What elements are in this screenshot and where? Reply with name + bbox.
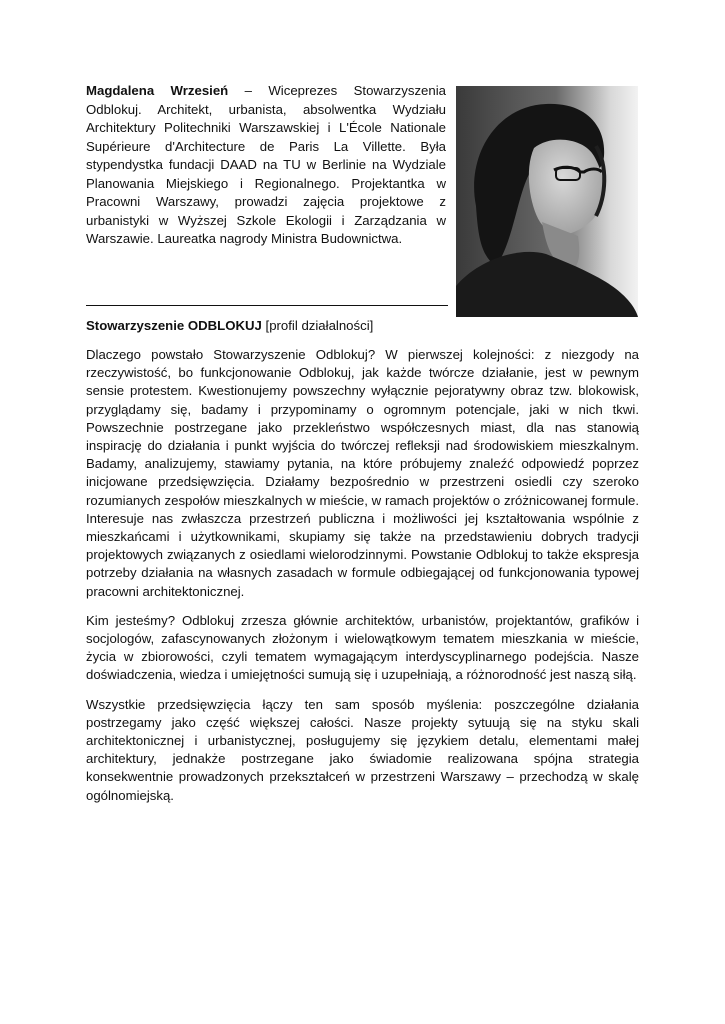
bio-name: Magdalena Wrzesień [86, 83, 229, 98]
bio-paragraph [86, 82, 446, 249]
section-title-bold: Stowarzyszenie ODBLOKUJ [86, 318, 262, 333]
portrait-photo [456, 86, 638, 317]
bio-text: – Wiceprezes Stowarzyszenia Odblokuj. Architekt, urbanista, absolwentka Wydziału Architektury Politechniki Warszawskiej i L'École Nationale Supérieure d'Architecture de Paris La Villette. Była stypendystka fundacji DAAD na TU w Berlinie na Wydziale Planowania Miejskiego i Regionalnego. Projektantka w Pracowni Warszawy, prowadzi zajęcia projektowe z urbanistyki w Wyższej Szkole Ekologii i Zarządzania w Warszawie. Laureatka nagrody Ministra Budownictwa. [86, 83, 446, 246]
paragraph-3: Wszystkie przedsięwzięcia łączy ten sam sposób myślenia: poszczególne działania postrzegamy jako część większej całości. Nasze projekty sytuują się na styku skali architektonicznej i urbanistycznej, posługujemy się językiem detalu, elementami małej architektury, jednakże postrzegane jako świadomie realizowana spójna strategia konsekwentnie prowadzonych przekształceń w przestrzeni Warszawy – przechodzą w skalę ogólnomiejską. [86, 696, 639, 803]
paragraph-2: Kim jesteśmy? Odblokuj zrzesza głównie architektów, urbanistów, projektantów, grafików i socjologów, zafascynowanych złożonym i wielowątkowym tematem mieszkania w mieście, życia w zbiorowości, czyli tematem wymagającym interdyscyplinarnego podejścia. Nasze doświadczenia, wiedza i umiejętności sumują się i uzupełniają, a różnorodność jest naszą siłą. [86, 612, 639, 683]
body-text [86, 346, 639, 816]
section-divider [86, 305, 448, 306]
paragraph-1: Dlaczego powstało Stowarzyszenie Odblokuj? W pierwszej kolejności: z niezgody na rzeczywistość, bo funkcjonowanie Odblokuj, jak każde twórcze działanie, jest w pewnym sensie protestem. Kwestionujemy powszechny wyłącznie pejoratywny obraz tzw. blokowisk, przyglądamy się, badamy i przypominamy o ogromnym potencjale, jaki w nich tkwi. Powszechnie postrzegane jako przekleństwo współczesnych miast, dla nas stanowią inspirację do działania i punkt wyjścia do twórczej refleksji nad środowiskiem mieszkalnym. Badamy, analizujemy, stawiamy pytania, na które próbujemy znaleźć odpowiedź poprzez inicjowane przedsięwzięcia. Działamy bezpośrednio w przestrzeni osiedli czy szeroko rozumianych zespołów mieszkalnych w mieście, w ramach projektów o zróżnicowanej formule. Interesuje nas zwłaszcza przestrzeń publiczna i możliwości jej kształtowania wspólnie z mieszkańcami i użytkownikami, skupiamy się także na przedstawieniu dobrych tradycji projektowych związanych z osiedlami wielorodzinnymi. Powstanie Odblokuj to także ekspresja potrzeby działania na własnych zasadach w formule odbiegającej od funkcjonowania typowej pracowni architektonicznej. [86, 347, 639, 599]
section-title-rest: [profil działalności] [261, 318, 374, 333]
section-title [86, 317, 646, 335]
